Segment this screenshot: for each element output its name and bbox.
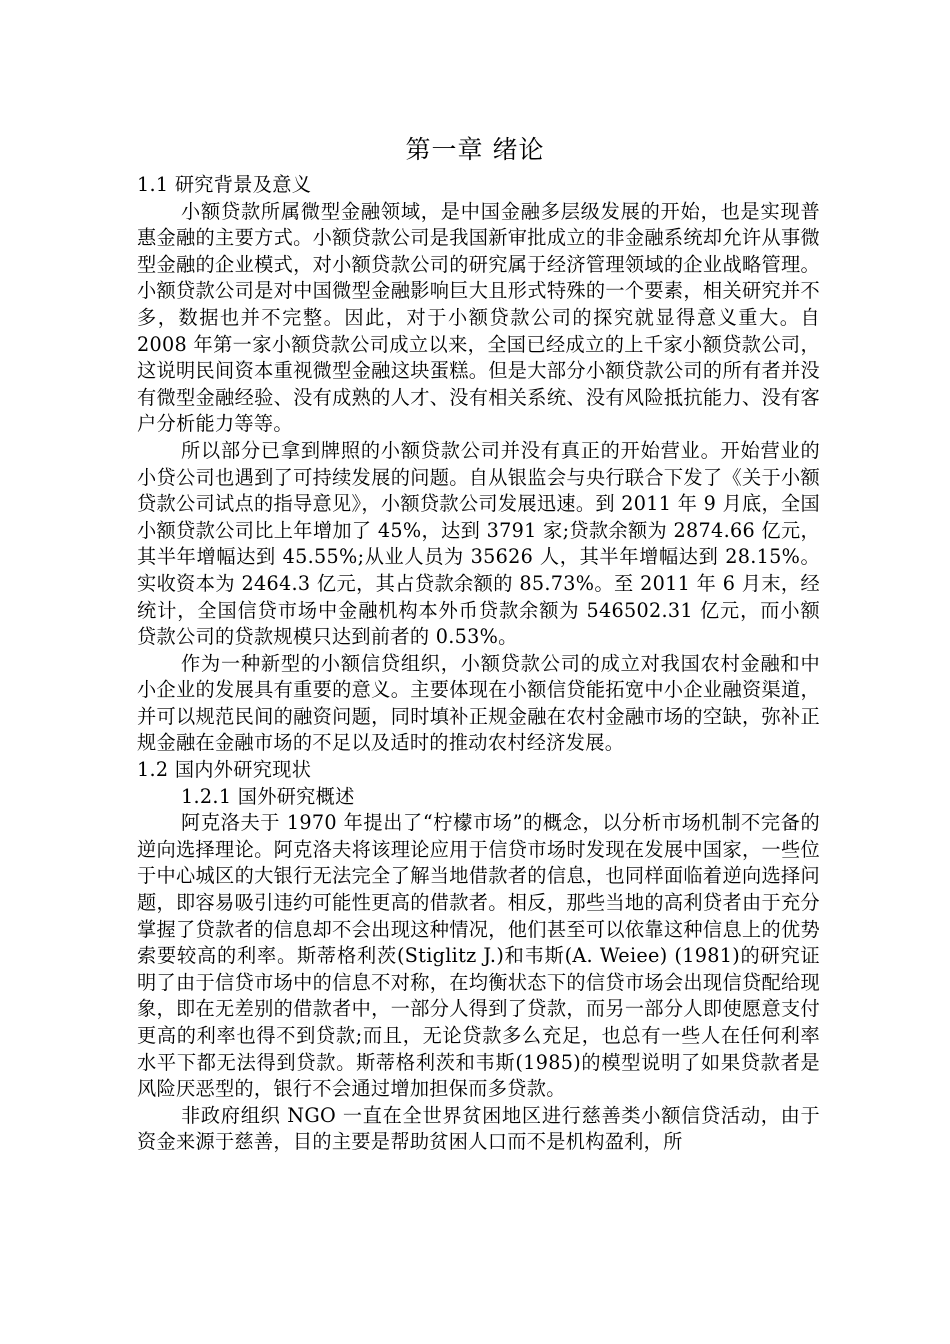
paragraph: 非政府组织 NGO 一直在全世界贫困地区进行慈善类小额信贷活动，由于资金来源于慈善，目的主要是帮助贫困人口而不是机构盈利，所 xyxy=(137,1103,820,1154)
section-heading-1-2: 1.2 国内外研究现状 xyxy=(137,758,312,782)
subsection-heading-1-2-1: 1.2.1 国外研究概述 xyxy=(181,784,355,808)
body-text xyxy=(137,172,820,1156)
paragraph: 所以部分已拿到牌照的小额贷款公司并没有真正的开始营业。开始营业的小贷公司也遇到了可持续发展的问题。自从银监会与央行联合下发了《关于小额贷款公司试点的指导意见》，小额贷款公司发展迅速。到 2011 年 9 月底，全国小额贷款公司比上年增加了 45%，达到 3791 家;贷款余额为 2874.66 亿元，其半年增幅达到 45.55%;从业人员为 35626 人，其半年增幅达到 28.15%。实收资本为 2464.3 亿元，其占贷款余额的 85.73%。至 2011 年 6 月末，经统计，全国信贷市场中金融机构本外币贷款余额为 546502.31 亿元，而小额贷款公司的贷款规模只达到前者的 0.53%。 xyxy=(137,438,820,649)
paragraph: 小额贷款所属微型金融领域，是中国金融多层级发展的开始，也是实现普惠金融的主要方式。小额贷款公司是我国新审批成立的非金融系统却允许从事微型金融的企业模式，对小额贷款公司的研究属于经济管理领域的企业战略管理。小额贷款公司是对中国微型金融影响巨大且形式特殊的一个要素，相关研究并不多，数据也并不完整。因此，对于小额贷款公司的探究就显得意义重大。自 2008 年第一家小额贷款公司成立以来，全国已经成立的上千家小额贷款公司，这说明民间资本重视微型金融这块蛋糕。但是大部分小额贷款公司的所有者并没有微型金融经验、没有成熟的人才、没有相关系统、没有风险抵抗能力、没有客户分析能力等等。 xyxy=(137,199,820,436)
paragraph: 阿克洛夫于 1970 年提出了“柠檬市场”的概念，以分析市场机制不完备的逆向选择理论。阿克洛夫将该理论应用于信贷市场时发现在发展中国家，一些位于中心城区的大银行无法完全了解当地借款者的信息，也同样面临着逆向选择问题，即容易吸引违约可能性更高的借款者。相反，那些当地的高利贷者由于充分掌握了贷款者的信息却不会出现这种情况，他们甚至可以依靠这种信息上的优势索要较高的利率。斯蒂格利茨(Stiglitz J.)和韦斯(A. Weiee) (1981)的研究证明了由于信贷市场中的信息不对称，在均衡状态下的信贷市场会出现信贷配给现象，即在无差别的借款者中，一部分人得到了贷款，而另一部分人即使愿意支付更高的利率也得不到贷款;而且，无论贷款多么充足，也总有一些人在任何利率水平下都无法得到贷款。斯蒂格利茨和韦斯(1985)的模型说明了如果贷款者是风险厌恶型的，银行不会通过增加担保而多贷款。 xyxy=(137,811,820,1101)
section-heading-1-1: 1.1 研究背景及意义 xyxy=(137,173,312,196)
paragraph: 作为一种新型的小额信贷组织，小额贷款公司的成立对我国农村金融和中小企业的发展具有重要的意义。主要体现在小额信贷能拓宽中小企业融资渠道，并可以规范民间的融资问题，同时填补正规金融在农村金融市场的空缺，弥补正规金融在金融市场的不足以及适时的推动农村经济发展。 xyxy=(137,651,820,755)
chapter-title: 第一章 绪论 xyxy=(405,135,545,164)
